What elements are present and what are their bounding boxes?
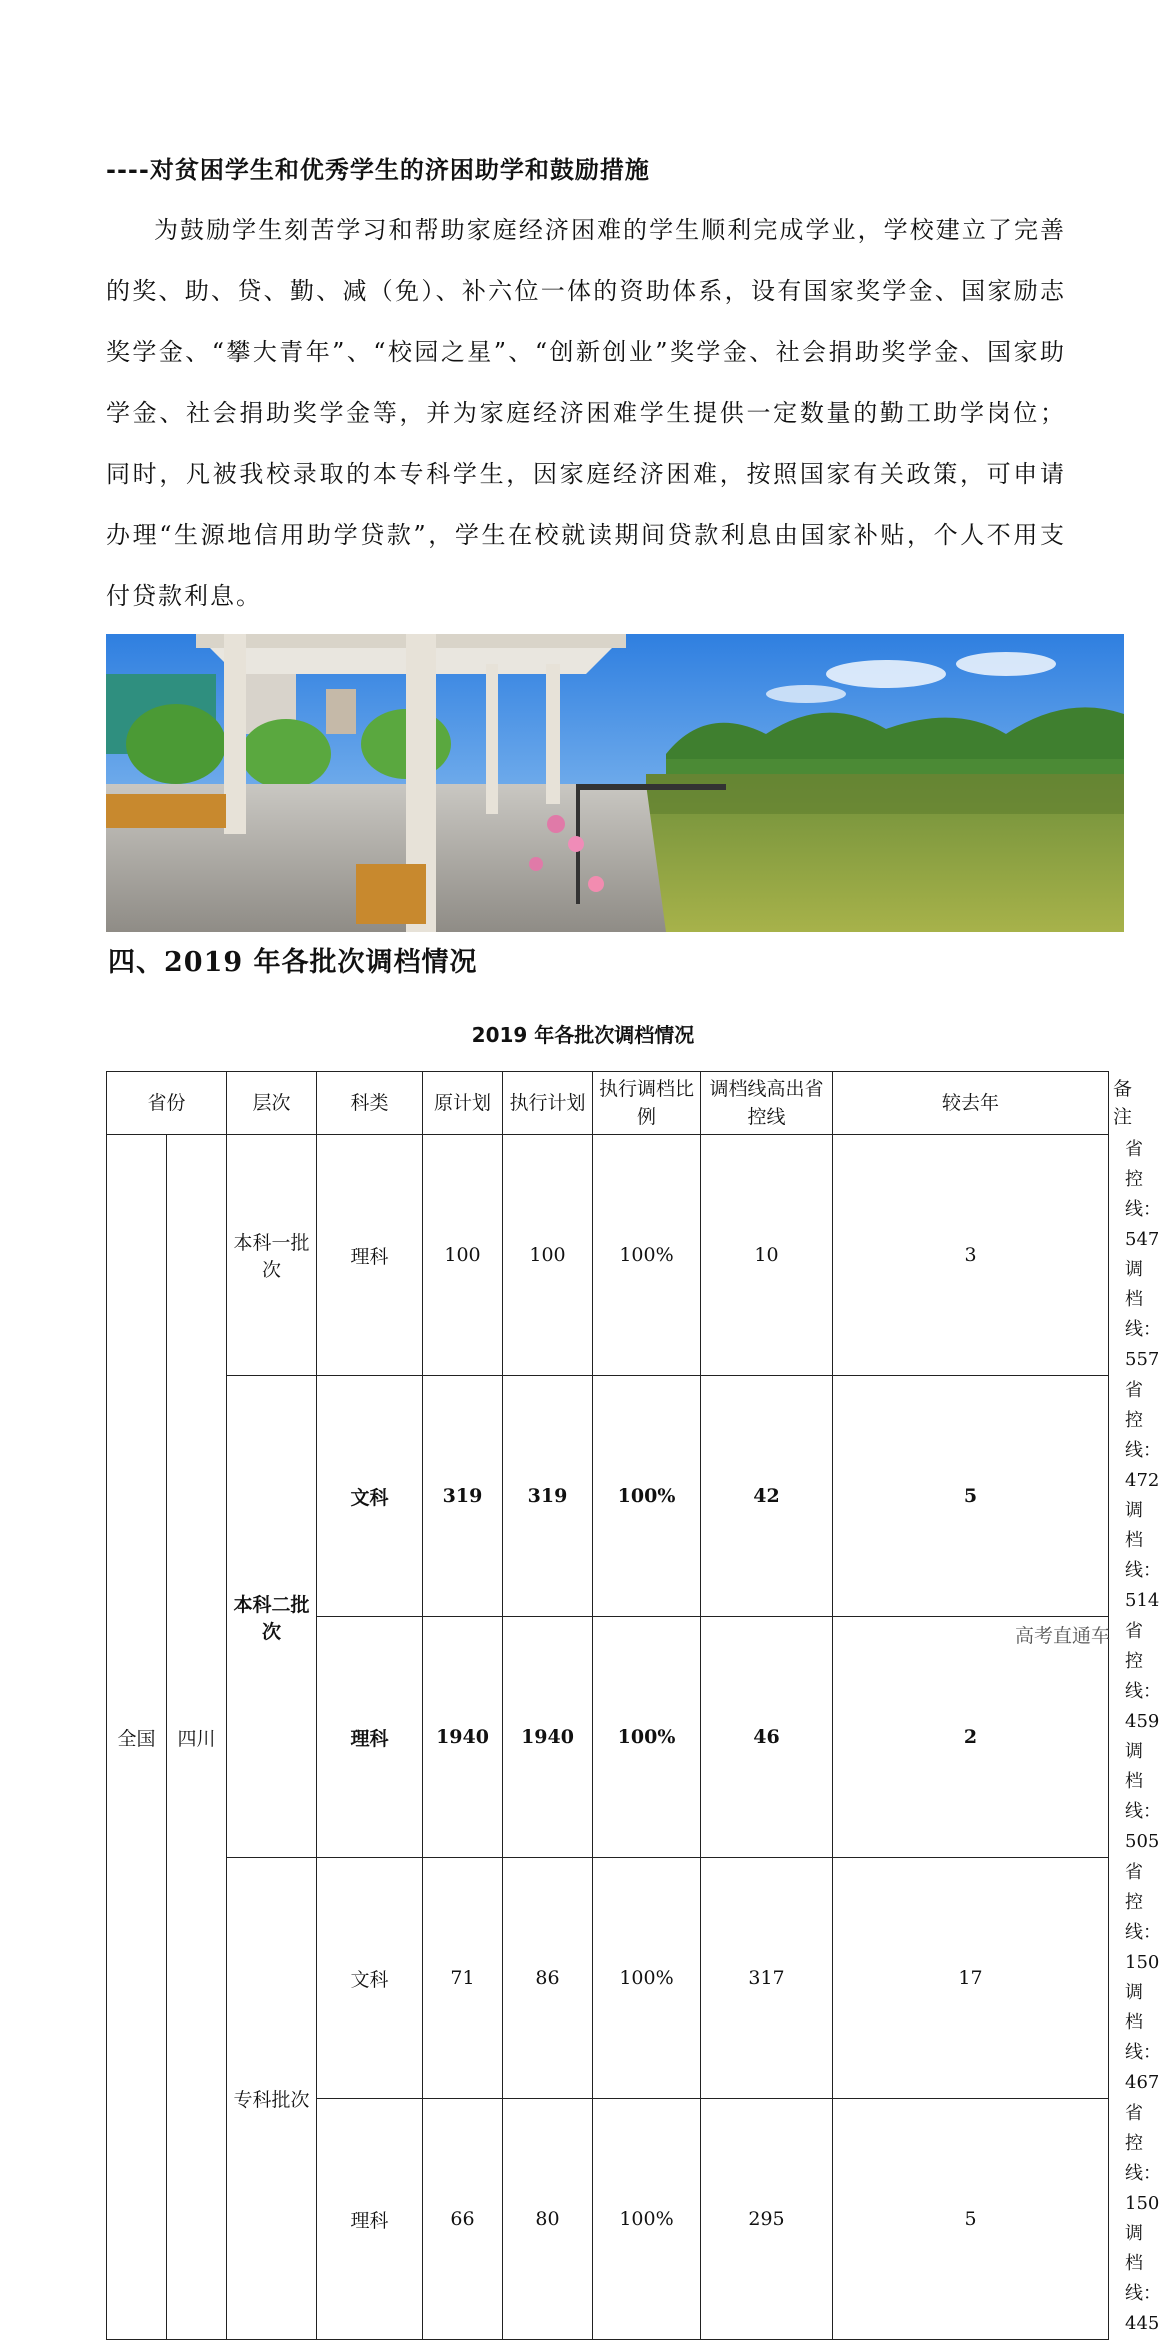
plan-cell: 100 [423,1135,503,1376]
table-title: 2019 年各批次调档情况 [471,1023,695,1047]
executed-cell: 86 [503,1858,593,2099]
note-admission-line: 调档线：557 [1125,1259,1162,1370]
above-cell: 10 [701,1135,833,1376]
admission-table [106,1071,1162,2340]
campus-panorama-photo [106,634,1124,932]
plan-cell: 1940 [423,1617,503,1858]
header-plan: 原计划 [423,1072,503,1135]
above-cell: 317 [701,1858,833,2099]
ratio-cell: 100% [593,1617,701,1858]
category-cell: 文科 [317,1376,423,1617]
table-row [107,1858,1109,2099]
region-cell: 全国 [107,1135,167,2340]
vs-last-cell: 3 [833,1135,1109,1376]
header-category: 科类 [317,1072,423,1135]
executed-cell: 319 [503,1376,593,1617]
plan-cell: 66 [423,2099,503,2340]
level-cell: 本科二批次 [227,1376,317,1858]
table-header-row: 省份 层次 科类 原计划 执行计划 执行调档比例 调档线高出省控线 较去年 备注 [107,1072,1109,1135]
executed-cell: 1940 [503,1617,593,1858]
section-four-heading: 四、2019 年各批次调档情况 [108,947,478,978]
above-cell: 295 [701,2099,833,2340]
note-provincial-line: 省控线：459 [1125,1621,1162,1732]
footer-watermark: 高考直通车 [1014,1625,1110,1647]
header-above: 调档线高出省控线 [701,1072,833,1135]
vs-last-cell: 17 [833,1858,1109,2099]
ratio-cell: 100% [593,1858,701,2099]
vs-last-cell: 5 [833,2099,1109,2340]
plan-cell: 71 [423,1858,503,2099]
section-heading: ----对贫困学生和优秀学生的济困助学和鼓励措施 [106,156,650,184]
note-admission-line: 调档线：467 [1125,1982,1162,2093]
header-ratio: 执行调档比例 [593,1072,701,1135]
level-cell: 本科一批次 [227,1135,317,1376]
body-paragraph: 为鼓励学生刻苦学习和帮助家庭经济困难的学生顺利完成学业，学校建立了完善的奖、助、贷、勤、减（免）、补六位一体的资助体系，设有国家奖学金、国家励志奖学金、“攀大青年”、“校园之星”、“创新创业”奖学金、社会捐助奖学金、国家助学金、社会捐助奖学金等，并为家庭经济困难学生提供一定数量的勤工助学岗位；同时，凡被我校录取的本专科学生，因家庭经济困难，按照国家有关政策，可申请办理“生源地信用助学贷款”，学生在校就读期间贷款利息由国家补贴，个人不用支付贷款利息。 [106,216,1066,610]
executed-cell: 80 [503,2099,593,2340]
category-cell: 理科 [317,1617,423,1858]
vs-last-cell: 5 [833,1376,1109,1617]
ratio-cell: 100% [593,1135,701,1376]
note-provincial-line: 省控线：547 [1125,1139,1162,1250]
header-executed: 执行计划 [503,1072,593,1135]
header-vs-last: 较去年 [833,1072,1109,1135]
note-provincial-line: 省控线：150 [1125,2103,1162,2214]
category-cell: 理科 [317,2099,423,2340]
province-cell: 四川 [167,1135,227,2340]
table-row [107,1376,1109,1617]
note-provincial-line: 省控线：150 [1125,1862,1162,1973]
table-row [107,1135,1109,1376]
note-provincial-line: 省控线：472 [1125,1380,1162,1491]
plan-cell: 319 [423,1376,503,1617]
above-cell: 46 [701,1617,833,1858]
category-cell: 文科 [317,1858,423,2099]
note-admission-line: 调档线：445 [1125,2223,1162,2334]
note-admission-line: 调档线：514 [1125,1500,1162,1611]
above-cell: 42 [701,1376,833,1617]
executed-cell: 100 [503,1135,593,1376]
level-cell: 专科批次 [227,1858,317,2340]
ratio-cell: 100% [593,2099,701,2340]
header-province: 省份 [107,1072,227,1135]
header-level: 层次 [227,1072,317,1135]
ratio-cell: 100% [593,1376,701,1617]
note-admission-line: 调档线：505 [1125,1741,1162,1852]
category-cell: 理科 [317,1135,423,1376]
vs-last-cell: 2 [833,1617,1109,1858]
